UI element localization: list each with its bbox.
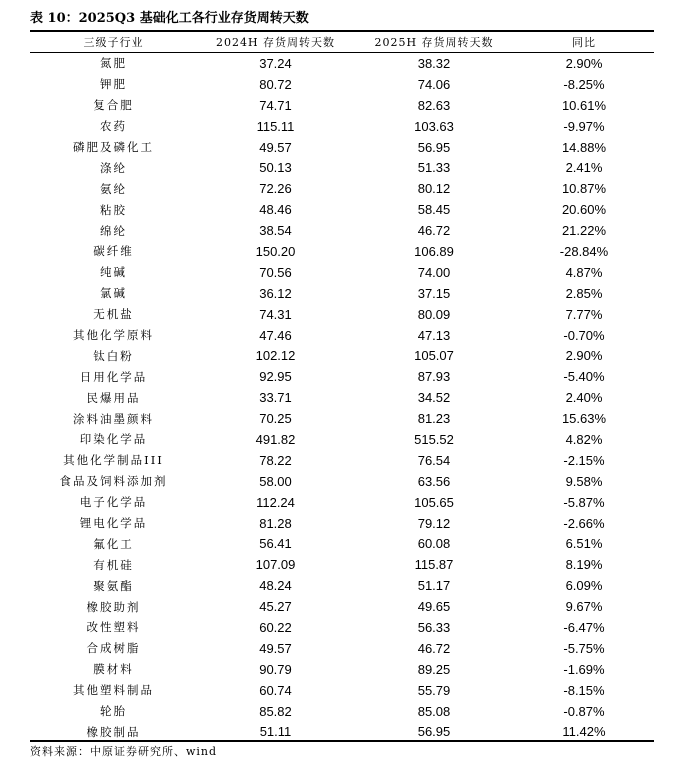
industry-cell: 橡胶助剂 xyxy=(86,599,141,614)
yoy-cell: -2.66% xyxy=(563,515,605,531)
value-2025h-cell: 106.89 xyxy=(414,243,454,259)
industry-cell: 食品及饲料添加剂 xyxy=(59,474,168,489)
table-row xyxy=(30,596,654,617)
value-2024h-cell: 72.26 xyxy=(259,181,292,197)
table-row xyxy=(30,533,654,554)
yoy-cell: 2.41% xyxy=(565,160,603,176)
value-2024h-cell: 74.31 xyxy=(259,306,292,322)
source-note: 资料来源：中原证券研究所、wind xyxy=(30,745,218,758)
value-2025h-cell: 515.52 xyxy=(414,431,454,447)
yoy-cell: 20.60% xyxy=(561,202,607,218)
yoy-cell: 6.09% xyxy=(565,578,603,594)
industry-cell: 日用化学品 xyxy=(79,369,148,384)
value-2025h-cell: 82.63 xyxy=(417,97,451,113)
table-row xyxy=(30,554,654,575)
table-row xyxy=(30,199,654,220)
value-2025h-cell: 115.87 xyxy=(414,557,454,573)
table-row xyxy=(30,241,654,262)
table-row xyxy=(30,262,654,283)
yoy-cell: 2.90% xyxy=(565,55,603,71)
yoy-cell: 2.40% xyxy=(565,390,603,406)
table-row xyxy=(30,53,654,74)
value-2024h-cell: 50.13 xyxy=(259,160,292,176)
value-2024h-cell: 90.79 xyxy=(259,661,292,677)
value-2024h-cell: 33.71 xyxy=(259,390,292,406)
table-row xyxy=(30,178,654,199)
value-2024h-cell: 36.12 xyxy=(259,285,292,301)
industry-cell: 氨纶 xyxy=(100,181,127,196)
yoy-cell: 9.58% xyxy=(565,473,603,489)
value-2024h-cell: 85.82 xyxy=(259,703,292,719)
header-yoy: 同比 xyxy=(514,32,654,53)
value-2025h-cell: 56.33 xyxy=(417,619,451,635)
value-2024h-cell: 45.27 xyxy=(259,599,292,615)
value-2025h-cell: 56.95 xyxy=(417,724,451,740)
value-2024h-cell: 81.28 xyxy=(259,515,292,531)
value-2025h-cell: 34.52 xyxy=(417,390,451,406)
industry-cell: 电子化学品 xyxy=(79,495,148,510)
industry-cell: 膜材料 xyxy=(93,662,134,677)
table-row xyxy=(30,116,654,137)
value-2025h-cell: 55.79 xyxy=(417,682,451,698)
industry-cell: 合成树脂 xyxy=(86,641,141,656)
value-2024h-cell: 107.09 xyxy=(255,557,296,573)
yoy-cell: -0.70% xyxy=(563,327,605,343)
value-2025h-cell: 46.72 xyxy=(417,223,451,239)
value-2024h-cell: 491.82 xyxy=(255,431,296,447)
value-2025h-cell: 38.32 xyxy=(417,55,451,71)
industry-cell: 复合肥 xyxy=(93,98,134,113)
value-2024h-cell: 51.11 xyxy=(259,724,292,740)
value-2025h-cell: 56.95 xyxy=(417,139,451,155)
value-2024h-cell: 80.72 xyxy=(259,76,292,92)
yoy-cell: 15.63% xyxy=(561,411,607,427)
value-2024h-cell: 92.95 xyxy=(259,369,292,385)
yoy-cell: 11.42% xyxy=(562,724,606,740)
value-2024h-cell: 60.22 xyxy=(259,619,292,635)
yoy-cell: 2.85% xyxy=(565,285,603,301)
header-2025h: 2025H 存货周转天数 xyxy=(354,32,514,53)
table-row xyxy=(30,429,654,450)
table-row xyxy=(30,492,654,513)
value-2024h-cell: 115.11 xyxy=(256,118,295,134)
yoy-cell: -8.25% xyxy=(563,76,605,92)
table-row xyxy=(30,157,654,178)
value-2025h-cell: 85.08 xyxy=(417,703,451,719)
table-title: 表 10：2025Q3 基础化工各行业存货周转天数 xyxy=(30,11,309,26)
table-row xyxy=(30,680,654,701)
table-body xyxy=(30,53,654,743)
yoy-cell: -9.97% xyxy=(563,118,605,134)
table-row xyxy=(30,95,654,116)
yoy-cell: -1.69% xyxy=(563,661,605,677)
table-row xyxy=(30,638,654,659)
header-industry: 三级子行业 xyxy=(30,32,197,53)
value-2025h-cell: 81.23 xyxy=(417,411,451,427)
value-2024h-cell: 49.57 xyxy=(259,640,292,656)
industry-cell: 其他化学原料 xyxy=(73,328,154,343)
value-2025h-cell: 79.12 xyxy=(417,515,451,531)
industry-cell: 涤纶 xyxy=(100,160,127,175)
value-2025h-cell: 49.65 xyxy=(417,599,451,615)
industry-cell: 钛白粉 xyxy=(93,348,134,363)
value-2025h-cell: 63.56 xyxy=(417,473,451,489)
value-2025h-cell: 47.13 xyxy=(417,327,451,343)
industry-cell: 聚氨酯 xyxy=(93,578,134,593)
value-2024h-cell: 47.46 xyxy=(259,327,292,343)
value-2025h-cell: 105.07 xyxy=(414,348,454,364)
table-row xyxy=(30,304,654,325)
industry-cell: 锂电化学品 xyxy=(79,516,148,531)
yoy-cell: 8.19% xyxy=(565,557,603,573)
yoy-cell: 7.77% xyxy=(565,306,603,322)
value-2025h-cell: 87.93 xyxy=(417,369,451,385)
value-2025h-cell: 74.00 xyxy=(417,264,451,280)
yoy-cell: 6.51% xyxy=(565,536,603,552)
industry-cell: 橡胶制品 xyxy=(86,724,141,739)
industry-cell: 氮肥 xyxy=(100,56,127,71)
industry-cell: 印染化学品 xyxy=(79,432,148,447)
yoy-cell: 2.90% xyxy=(565,348,603,364)
table-row xyxy=(30,345,654,366)
yoy-cell: 14.88% xyxy=(561,139,607,155)
table-row xyxy=(30,575,654,596)
value-2025h-cell: 76.54 xyxy=(417,452,451,468)
value-2024h-cell: 150.20 xyxy=(255,243,296,259)
table-row xyxy=(30,325,654,346)
table-row xyxy=(30,137,654,158)
industry-cell: 纯碱 xyxy=(100,265,127,280)
value-2025h-cell: 51.33 xyxy=(417,160,451,176)
yoy-cell: 10.61% xyxy=(561,97,607,113)
value-2025h-cell: 105.65 xyxy=(414,494,454,510)
value-2024h-cell: 78.22 xyxy=(259,452,292,468)
yoy-cell: -2.15% xyxy=(563,452,605,468)
industry-cell: 绵纶 xyxy=(100,223,127,238)
value-2025h-cell: 74.06 xyxy=(417,76,451,92)
table-row xyxy=(30,513,654,534)
yoy-cell: 9.67% xyxy=(565,599,603,615)
value-2024h-cell: 58.00 xyxy=(259,473,292,489)
value-2024h-cell: 70.25 xyxy=(259,411,292,427)
industry-cell: 其他塑料制品 xyxy=(73,683,154,698)
value-2025h-cell: 51.17 xyxy=(417,578,451,594)
industry-cell: 改性塑料 xyxy=(86,620,141,635)
header-row xyxy=(30,32,654,53)
industry-cell: 农药 xyxy=(100,119,127,134)
value-2025h-cell: 60.08 xyxy=(417,536,451,552)
value-2024h-cell: 74.71 xyxy=(259,97,292,113)
yoy-cell: -6.47% xyxy=(563,619,605,635)
inventory-turnover-table xyxy=(30,32,654,742)
value-2025h-cell: 103.63 xyxy=(414,118,454,134)
header-2024h: 2024H 存货周转天数 xyxy=(197,32,354,53)
industry-cell: 氟化工 xyxy=(93,536,134,551)
table-row xyxy=(30,220,654,241)
table-row xyxy=(30,659,654,680)
yoy-cell: 21.22% xyxy=(561,223,607,239)
yoy-cell: -5.40% xyxy=(563,369,605,385)
table-row xyxy=(30,408,654,429)
industry-cell: 碳纤维 xyxy=(93,244,134,259)
yoy-cell: -5.87% xyxy=(563,494,605,510)
yoy-cell: 10.87% xyxy=(561,181,607,197)
value-2025h-cell: 37.15 xyxy=(417,285,451,301)
table-row xyxy=(30,366,654,387)
value-2025h-cell: 80.09 xyxy=(417,306,451,322)
value-2024h-cell: 102.12 xyxy=(255,348,296,364)
value-2024h-cell: 37.24 xyxy=(259,55,292,71)
industry-cell: 轮胎 xyxy=(100,704,127,719)
industry-cell: 民爆用品 xyxy=(86,390,141,405)
industry-cell: 有机硅 xyxy=(93,557,134,572)
value-2024h-cell: 38.54 xyxy=(259,223,292,239)
value-2024h-cell: 48.46 xyxy=(259,202,292,218)
industry-cell: 其他化学制品III xyxy=(63,453,164,468)
table-row xyxy=(30,471,654,492)
industry-cell: 钾肥 xyxy=(100,77,127,92)
industry-cell: 氯碱 xyxy=(100,286,127,301)
value-2024h-cell: 70.56 xyxy=(259,264,292,280)
industry-cell: 磷肥及磷化工 xyxy=(73,140,154,154)
industry-cell: 无机盐 xyxy=(93,307,134,322)
table-row xyxy=(30,387,654,408)
table-row xyxy=(30,74,654,95)
yoy-cell: -0.87% xyxy=(563,703,605,719)
value-2025h-cell: 80.12 xyxy=(417,181,451,197)
table-row xyxy=(30,617,654,638)
table-row xyxy=(30,701,654,722)
value-2024h-cell: 60.74 xyxy=(259,682,292,698)
industry-cell: 粘胶 xyxy=(100,202,127,217)
yoy-cell: -5.75% xyxy=(563,640,605,656)
yoy-cell: 4.82% xyxy=(565,431,603,447)
value-2024h-cell: 49.57 xyxy=(259,139,292,155)
value-2025h-cell: 46.72 xyxy=(417,640,451,656)
yoy-cell: -8.15% xyxy=(563,682,605,698)
yoy-cell: 4.87% xyxy=(565,264,603,280)
value-2024h-cell: 48.24 xyxy=(259,578,292,594)
table-row xyxy=(30,450,654,471)
value-2025h-cell: 58.45 xyxy=(417,202,451,218)
value-2024h-cell: 56.41 xyxy=(259,536,292,552)
industry-cell: 涂料油墨颜料 xyxy=(73,411,154,426)
yoy-cell: -28.84% xyxy=(559,243,609,259)
value-2025h-cell: 89.25 xyxy=(417,661,451,677)
table-row xyxy=(30,283,654,304)
value-2024h-cell: 112.24 xyxy=(256,494,295,510)
